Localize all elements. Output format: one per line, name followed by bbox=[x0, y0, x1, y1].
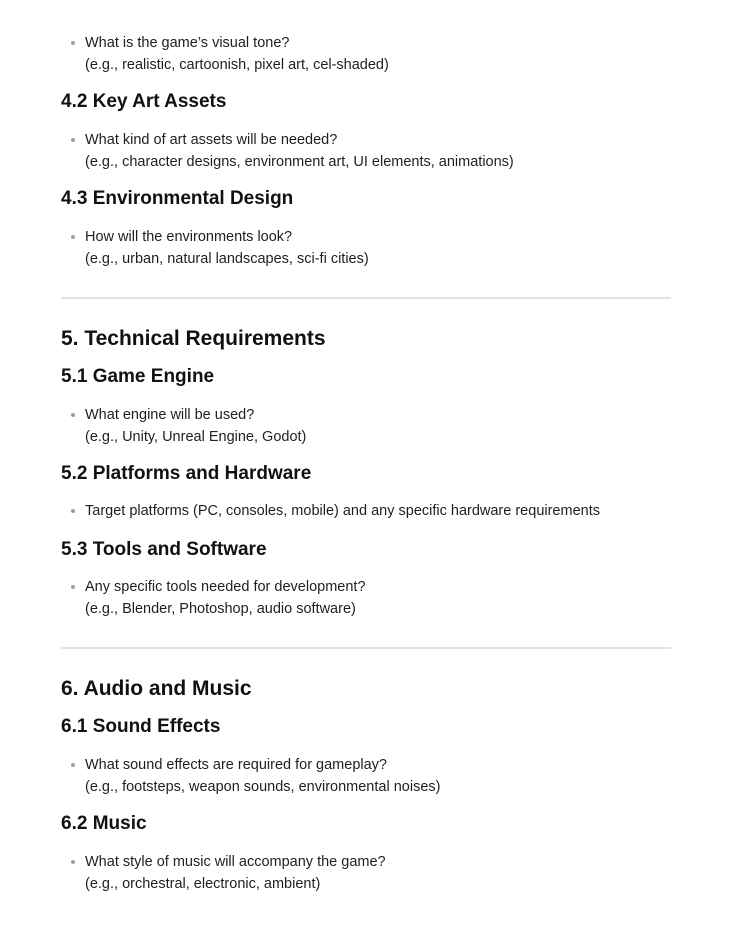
list-item-examples: (e.g., urban, natural landscapes, sci-fi cities) bbox=[85, 251, 369, 267]
bullet-list bbox=[61, 32, 671, 76]
section-heading: 4.3 Environmental Design bbox=[61, 188, 294, 209]
section-heading: 5.2 Platforms and Hardware bbox=[61, 463, 312, 484]
list-item-question: What engine will be used? bbox=[85, 407, 255, 423]
bullet-list bbox=[61, 851, 671, 895]
chapter-heading: 5. Technical Requirements bbox=[61, 327, 326, 350]
list-item bbox=[61, 404, 671, 448]
section-6 bbox=[61, 676, 671, 702]
section-6-2 bbox=[61, 812, 671, 836]
list-item-question: Any specific tools needed for development? bbox=[85, 579, 366, 595]
section-heading: 4.2 Key Art Assets bbox=[61, 91, 227, 112]
section-5-3 bbox=[61, 538, 671, 562]
section-heading: 6.1 Sound Effects bbox=[61, 716, 221, 737]
list-item-examples: (e.g., realistic, cartoonish, pixel art, cel-shaded) bbox=[85, 57, 389, 73]
list-item-examples: (e.g., Unity, Unreal Engine, Godot) bbox=[85, 429, 307, 445]
section-divider bbox=[61, 297, 671, 299]
section-5-1 bbox=[61, 365, 671, 389]
bullet-list bbox=[61, 404, 671, 448]
section-heading: 5.1 Game Engine bbox=[61, 366, 215, 387]
section-5 bbox=[61, 326, 671, 352]
list-item-examples: (e.g., Blender, Photoshop, audio software) bbox=[85, 601, 356, 617]
section-5-2-content bbox=[61, 500, 671, 522]
section-heading: 6.2 Music bbox=[61, 813, 147, 834]
list-item-text: Target platforms (PC, consoles, mobile) and any specific hardware requirements bbox=[85, 503, 600, 519]
section-divider bbox=[61, 647, 671, 649]
section-6-2-content bbox=[61, 851, 671, 895]
section-4-3 bbox=[61, 187, 671, 211]
chapter-heading: 6. Audio and Music bbox=[61, 677, 252, 700]
section-6-1-content bbox=[61, 754, 671, 798]
bullet-list bbox=[61, 754, 671, 798]
section-5-1-content bbox=[61, 404, 671, 448]
list-item bbox=[61, 851, 671, 895]
list-item-question: What kind of art assets will be needed? bbox=[85, 132, 338, 148]
bullet-list bbox=[61, 500, 671, 522]
list-item bbox=[61, 32, 671, 76]
section-4-2-content bbox=[61, 129, 671, 173]
list-item-question: What is the game’s visual tone? bbox=[85, 35, 290, 51]
list-item-question: What sound effects are required for gameplay? bbox=[85, 757, 387, 773]
section-4-1-content bbox=[61, 32, 671, 76]
bullet-list bbox=[61, 576, 671, 620]
list-item-examples: (e.g., character designs, environment art, UI elements, animations) bbox=[85, 154, 514, 170]
bullet-list bbox=[61, 226, 671, 270]
section-6-1 bbox=[61, 715, 671, 739]
bullet-list bbox=[61, 129, 671, 173]
section-4-2 bbox=[61, 90, 671, 114]
section-5-2 bbox=[61, 462, 671, 486]
section-heading: 5.3 Tools and Software bbox=[61, 539, 267, 560]
list-item-examples: (e.g., orchestral, electronic, ambient) bbox=[85, 876, 321, 892]
list-item-examples: (e.g., footsteps, weapon sounds, environmental noises) bbox=[85, 779, 441, 795]
list-item bbox=[61, 576, 671, 620]
section-5-3-content bbox=[61, 576, 671, 620]
list-item bbox=[61, 129, 671, 173]
list-item-question: How will the environments look? bbox=[85, 229, 293, 245]
list-item bbox=[61, 226, 671, 270]
list-item bbox=[61, 500, 671, 522]
list-item bbox=[61, 754, 671, 798]
list-item-question: What style of music will accompany the game? bbox=[85, 854, 386, 870]
section-4-3-content bbox=[61, 226, 671, 270]
